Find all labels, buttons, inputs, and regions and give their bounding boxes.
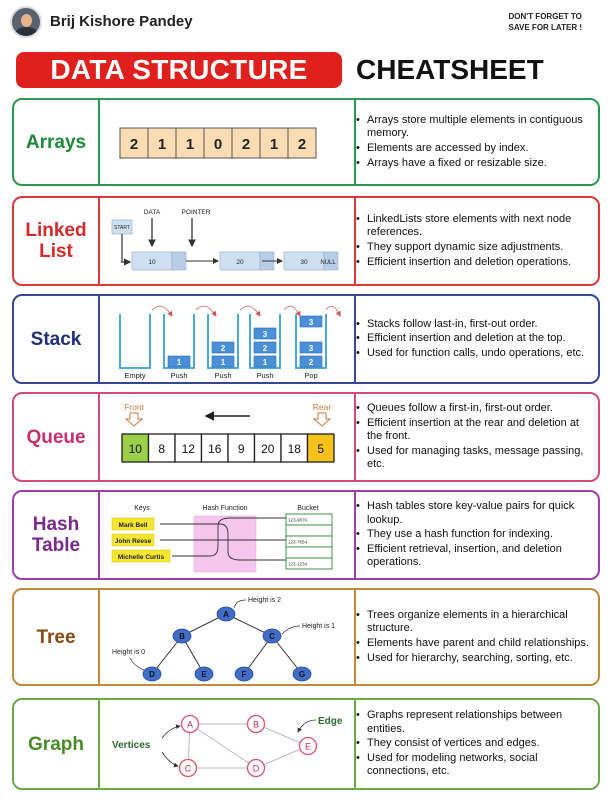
tree-node-label: A <box>223 610 229 619</box>
tree-node-label: F <box>241 670 247 679</box>
stack-number: 1 <box>176 358 182 367</box>
push-arrow <box>152 306 172 316</box>
stack-notes <box>356 317 584 362</box>
graph-vertex-label: E <box>304 741 312 752</box>
title-rest: CHEATSHEET <box>356 54 544 85</box>
queue-note: • Efficient insertion at the rear and deletion at the front. <box>356 417 594 444</box>
queue-cell-value: 9 <box>237 442 245 456</box>
bucket-slot <box>286 525 332 536</box>
stack-number: 1 <box>262 358 268 367</box>
front-arrow <box>126 413 142 426</box>
linked-list-card <box>12 196 600 286</box>
graph-vertex-label: D <box>252 763 260 774</box>
queue-cell-value: 5 <box>317 442 325 456</box>
hash-key-label: Mark Bell <box>118 522 148 529</box>
hash-note: • Hash tables store key-value pairs for quick lookup. <box>356 500 594 527</box>
keys-label: Keys <box>134 505 150 512</box>
arrays-card <box>12 98 600 186</box>
rear-label: Rear <box>312 402 332 412</box>
edge-label: Edge <box>318 716 343 727</box>
linked-list-title-line2: List <box>39 241 73 262</box>
graph-vertex-label: A <box>186 719 194 730</box>
tree-node-label: B <box>179 632 185 641</box>
queue-note: • Used for managing tasks, message passing, etc. <box>356 445 594 472</box>
tree-card <box>12 588 600 686</box>
list-node-value: 30 <box>300 259 308 266</box>
reminder-line-2: SAVE FOR LATER ! <box>508 23 582 32</box>
edge-pointer <box>298 720 316 732</box>
popped-number: 3 <box>308 318 314 327</box>
stack-caption: Push <box>214 371 232 380</box>
queue-title: Queue <box>26 426 86 448</box>
tree-node-label: E <box>201 670 207 679</box>
null-label: NULL <box>320 260 336 266</box>
queue-cell-value: 8 <box>158 442 166 456</box>
list-node-pointer <box>172 252 186 270</box>
linked-list-notes <box>356 212 594 270</box>
array-cell-value: 2 <box>241 136 251 153</box>
hash-table-diagram <box>100 492 352 578</box>
stack-caption: Pop <box>304 371 318 380</box>
bucket-value: 123-9876 <box>288 517 308 523</box>
linked-note: • They support dynamic size adjustments. <box>356 241 594 255</box>
stack-note: • Efficient insertion and deletion at the top. <box>356 332 584 346</box>
graph-note: • They consist of vertices and edges. <box>356 737 594 751</box>
bucket-value: 123-7654 <box>288 539 308 545</box>
push-arrow <box>326 306 340 316</box>
tree-notes <box>356 608 594 666</box>
graph-vertex-label: C <box>184 763 192 774</box>
stack-number: 2 <box>220 344 226 353</box>
linked-list-title <box>14 198 98 284</box>
hash-table-title-line1: Hash <box>32 514 80 535</box>
array-cell-value: 0 <box>213 136 223 153</box>
queue-cell-value: 12 <box>181 442 195 456</box>
stack-note: • Used for function calls, undo operations, etc. <box>356 347 584 361</box>
list-node-value: 10 <box>148 259 156 266</box>
height-2-label: Height is 2 <box>248 597 282 604</box>
stack-title: Stack <box>30 328 82 350</box>
start-arrow <box>122 234 130 262</box>
queue-card <box>12 392 600 482</box>
arrays-note: • Arrays have a fixed or resizable size. <box>356 157 594 171</box>
graph-diagram <box>100 700 352 788</box>
stack-number: 3 <box>308 344 314 353</box>
hash-table-card <box>12 490 600 580</box>
arrays-note: • Elements are accessed by index. <box>356 142 594 156</box>
push-arrow <box>196 306 216 316</box>
hash-key-label: John Reese <box>114 538 152 545</box>
hash-note: • Efficient retrieval, insertion, and deletion operations. <box>356 543 594 570</box>
stack-caption: Empty <box>124 371 146 380</box>
graph-note: • Used for modeling networks, social connections, etc. <box>356 752 594 779</box>
push-arrow <box>284 306 300 316</box>
queue-note: • Queues follow a first-in, first-out order. <box>356 402 594 416</box>
rear-arrow <box>314 413 330 426</box>
graph-vertex-label: B <box>252 719 260 730</box>
graph-title: Graph <box>28 733 84 755</box>
avatar <box>10 6 42 38</box>
stack-diagram <box>100 296 352 382</box>
reminder-line-1: DON'T FORGET TO <box>508 12 582 21</box>
queue-cell-value: 20 <box>261 442 275 456</box>
vertices-label: Vertices <box>112 740 151 751</box>
vertices-pointer <box>162 752 178 766</box>
graph-note: • Graphs represent relationships between entities. <box>356 709 594 736</box>
tree-node-label: D <box>149 670 155 679</box>
vertices-pointer <box>162 726 180 738</box>
stack-caption: Push <box>170 371 188 380</box>
data-label: DATA <box>143 209 161 216</box>
stack-number: 3 <box>262 330 268 339</box>
queue-cell-value: 16 <box>208 442 222 456</box>
bucket-label: Bucket <box>297 505 319 512</box>
hash-key-label: Michelle Curtis <box>117 554 165 561</box>
linked-note: • LinkedLists store elements with next node references. <box>356 213 594 240</box>
stack-card <box>12 294 600 384</box>
height-1-pointer <box>282 626 300 634</box>
graph-edge <box>190 724 256 768</box>
height-1-label: Height is 1 <box>302 623 336 630</box>
hash-note: • They use a hash function for indexing. <box>356 528 594 542</box>
graph-card <box>12 698 600 790</box>
author-name: Brij Kishore Pandey <box>50 13 193 30</box>
array-cell-value: 2 <box>129 136 139 153</box>
pointer-label: POINTER <box>181 209 211 216</box>
hash-table-title-line2: Table <box>31 535 81 556</box>
bucket-slot <box>286 547 332 558</box>
tree-node-label: C <box>269 632 275 641</box>
stack-container <box>120 314 150 368</box>
height-2-pointer <box>234 600 246 608</box>
stack-number: 1 <box>220 358 226 367</box>
array-cell-value: 1 <box>185 136 195 153</box>
page-title <box>16 52 596 90</box>
bucket-value: 123-1234 <box>288 561 308 567</box>
tree-title: Tree <box>36 626 76 648</box>
graph-notes <box>356 708 594 780</box>
array-cell-value: 2 <box>297 136 307 153</box>
height-0-pointer <box>130 658 144 670</box>
stack-note: • Stacks follow last-in, first-out order. <box>356 318 584 332</box>
tree-diagram <box>100 590 352 684</box>
height-0-label: Height is 0 <box>112 649 146 656</box>
header <box>0 0 612 46</box>
stack-number: 2 <box>308 358 314 367</box>
tree-note: • Elements have parent and child relationships. <box>356 637 594 651</box>
array-cell-value: 1 <box>157 136 167 153</box>
linked-list-title-line1: Linked <box>25 220 87 241</box>
list-node-value: 20 <box>236 259 244 266</box>
stack-caption: Push <box>256 371 274 380</box>
hash-table-title <box>14 492 98 578</box>
hash-table-notes <box>356 499 594 571</box>
tree-note: • Used for hierarchy, searching, sorting, etc. <box>356 652 594 666</box>
title-highlight: DATA STRUCTURE <box>16 52 342 88</box>
queue-diagram <box>100 394 352 480</box>
hash-function-label: Hash Function <box>202 505 248 512</box>
array-cell-value: 1 <box>269 136 279 153</box>
linked-list-diagram <box>100 198 352 284</box>
linked-note: • Efficient insertion and deletion operations. <box>356 256 594 270</box>
arrays-diagram <box>100 100 352 184</box>
stack-number: 2 <box>262 344 268 353</box>
queue-cell-value: 18 <box>287 442 301 456</box>
arrays-title: Arrays <box>25 131 87 153</box>
arrays-note: • Arrays store multiple elements in contiguous memory. <box>356 114 594 141</box>
queue-notes <box>356 401 594 473</box>
save-reminder <box>509 11 582 33</box>
tree-note: • Trees organize elements in a hierarchical structure. <box>356 609 594 636</box>
tree-node-label: G <box>298 670 306 679</box>
start-label: START <box>114 225 130 231</box>
queue-cell-value: 10 <box>128 442 142 456</box>
arrays-notes <box>356 113 594 171</box>
front-label: Front <box>124 402 144 412</box>
